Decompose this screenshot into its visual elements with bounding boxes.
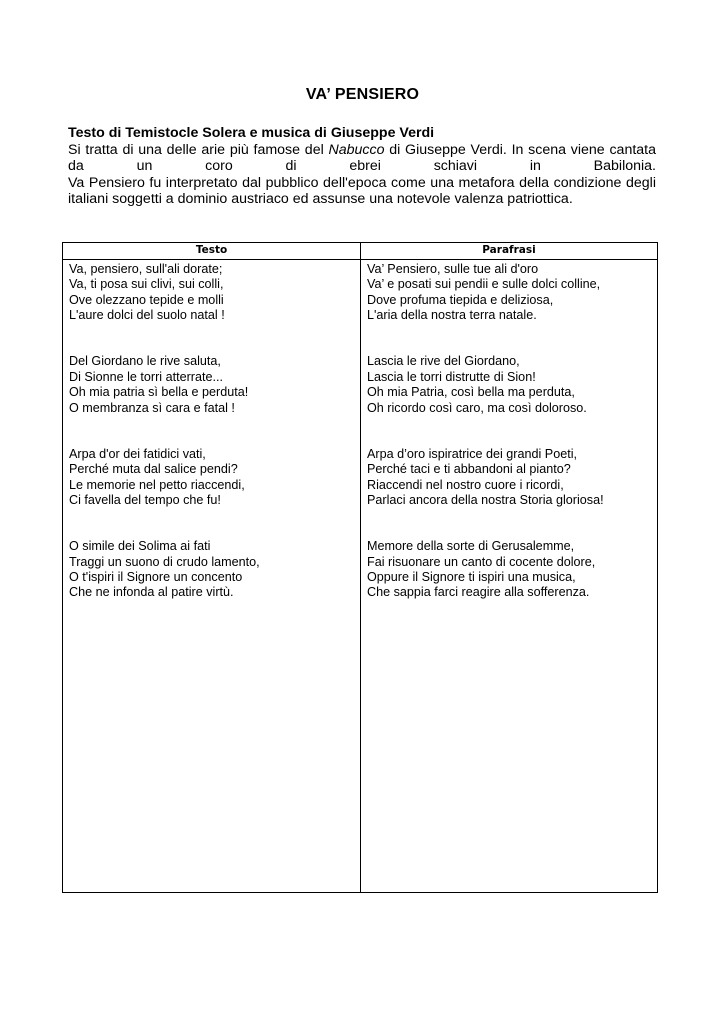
verse-line: Ci favella del tempo che fu!: [69, 493, 221, 508]
verse-line: Oh mia patria sì bella e perduta!: [69, 385, 249, 400]
subtitle: Testo di Temistocle Solera e musica di Giuseppe Verdi: [68, 125, 435, 141]
opera-title: Nabucco: [328, 141, 385, 158]
paraphrase-line: Va’ Pensiero, sulle tue ali d'oro: [367, 262, 539, 276]
testo-stanza: [69, 539, 355, 601]
header-testo: Testo: [195, 244, 228, 256]
intro-text: di Giuseppe Verdi. In scena viene cantata da un coro di ebrei schiavi in Babilonia.: [68, 141, 656, 175]
paraphrase-line: Oh ricordo così caro, ma così doloroso.: [367, 400, 587, 415]
parafrasi-stanza: [367, 447, 655, 509]
column-divider: [360, 243, 361, 892]
paraphrase-line: Lascia le torri distrutte di Sion!: [367, 369, 536, 384]
verse-line: Che ne infonda al patire virtù.: [69, 585, 234, 600]
paraphrase-line: Parlaci ancora della nostra Storia gloriosa!: [367, 493, 604, 508]
paraphrase-line: Oppure il Signore ti ispiri una musica,: [367, 570, 576, 585]
intro-section: [68, 125, 656, 208]
paraphrase-line: Dove profuma tiepida e deliziosa,: [367, 292, 554, 307]
verse-line: Traggi un suono di crudo lamento,: [69, 554, 260, 569]
verse-line: Di Sionne le torri atterrate...: [69, 369, 223, 384]
testo-stanza: [69, 262, 355, 324]
parafrasi-stanza: [367, 539, 655, 601]
intro-paragraph-2: Va Pensiero fu interpretato dal pubblico dell'epoca come una metafora della condizione degli italiani soggetti a dominio austriaco ed assunse una notevole valenza patriottica.: [68, 174, 656, 208]
testo-column: [69, 262, 355, 632]
paraphrase-line: Riaccendi nel nostro cuore i ricordi,: [367, 477, 564, 492]
testo-stanza: [69, 354, 355, 416]
paraphrase-line: Va’ e posati sui pendii e sulle dolci colline,: [367, 277, 601, 292]
verse-line: Del Giordano le rive saluta,: [69, 354, 221, 369]
testo-stanza: [69, 447, 355, 509]
verse-line: L'aure dolci del suolo natal !: [69, 308, 225, 323]
verse-line: Ove olezzano tepide e molli: [69, 292, 224, 307]
paraphrase-line: L'aria della nostra terra natale.: [367, 308, 537, 323]
table-header-row: [63, 243, 657, 260]
paraphrase-line: Che sappia farci reagire alla sofferenza.: [367, 585, 590, 600]
verse-line: Arpa d'or dei fatidici vati,: [69, 446, 206, 461]
header-parafrasi: Parafrasi: [482, 244, 536, 256]
paraphrase-line: Perché taci e ti abbandoni al pianto?: [367, 462, 571, 477]
verse-line: Perché muta dal salice pendi?: [69, 462, 238, 477]
verse-line: Va, ti posa sui clivi, sui colli,: [69, 277, 224, 292]
verse-line: Le memorie nel petto riaccendi,: [69, 477, 245, 492]
parafrasi-stanza: [367, 262, 655, 324]
verse-line: O simile dei Solima ai fati: [69, 539, 211, 554]
parafrasi-column: [367, 262, 655, 632]
paraphrase-line: Memore della sorte di Gerusalemme,: [367, 539, 575, 554]
intro-text: Si tratta di una delle arie più famose del: [68, 141, 329, 158]
paraphrase-line: Lascia le rive del Giordano,: [367, 354, 520, 369]
paraphrase-line: Oh mia Patria, così bella ma perduta,: [367, 385, 575, 400]
parafrasi-stanza: [367, 354, 655, 416]
verse-line: Va, pensiero, sull'ali dorate;: [69, 262, 223, 276]
paraphrase-line: Arpa d’oro ispiratrice dei grandi Poeti,: [367, 446, 578, 461]
page-title: VA’ PENSIERO: [305, 86, 420, 103]
verse-line: O t'ispiri il Signore un concento: [69, 570, 243, 585]
intro-paragraph-1: [68, 142, 656, 175]
verse-line: O membranza sì cara e fatal !: [69, 400, 235, 415]
paraphrase-line: Fai risuonare un canto di cocente dolore,: [367, 554, 596, 569]
lyrics-table: [62, 242, 658, 893]
